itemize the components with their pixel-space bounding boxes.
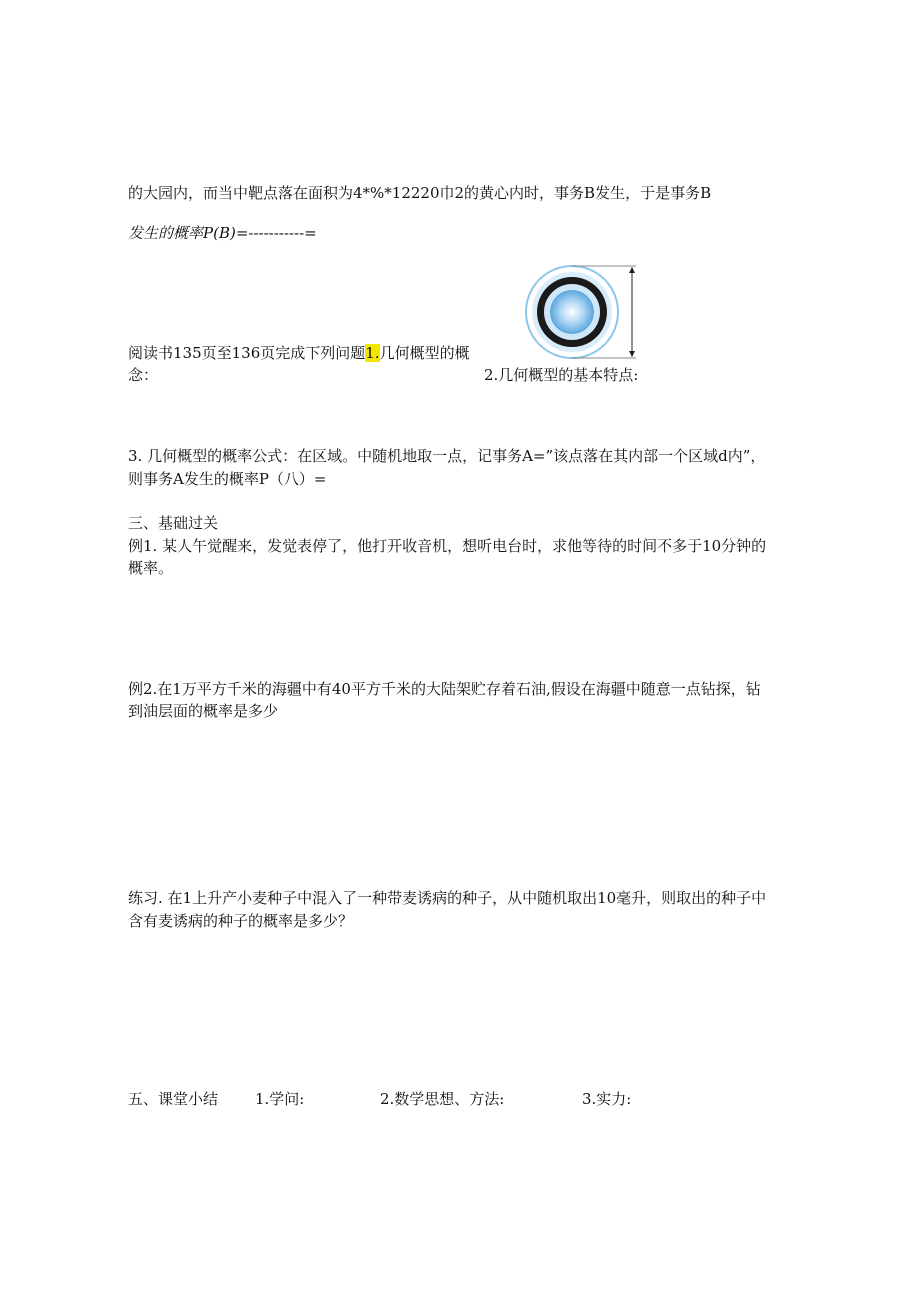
section-heading: 五、课堂小结: [128, 1090, 219, 1108]
text-line: 的大园内，而当中靶点落在面积为4*%*12220巾2的黄心内时，事务B发生，于是事务B: [128, 184, 712, 202]
text-line: 到油层面的概率是多少: [128, 702, 279, 720]
text-line: 1.学问:: [255, 1090, 305, 1108]
highlighted-number: 1.: [365, 344, 380, 362]
text-line: 念：: [128, 366, 159, 384]
text-line: 例1. 某人午觉醒来，发觉表停了，他打开收音机，想听电台时，求他等待的时间不多于10分钟的: [128, 537, 767, 555]
text-line: 发生的概率P(B)=-----------=: [128, 224, 317, 242]
dartboard-figure: [518, 262, 643, 362]
text-line: 例2.在1万平方千米的海疆中有40平方千米的大陆架贮存着石油,假设在海疆中随意一点钻探，钻: [128, 680, 761, 698]
reading-prefix: 阅读书135页至136页完成下列问题: [128, 344, 366, 362]
reading-suffix: 几何概型的概: [379, 344, 470, 362]
section-heading: 三、基础过关: [128, 514, 219, 532]
text-line: 2.数学思想、方法:: [380, 1090, 505, 1108]
text-line: 练习. 在1上升产小麦种子中混入了一种带麦诱病的种子，从中随机取出10毫升，则取出的种子中: [128, 889, 767, 907]
text-line: 概率。: [128, 559, 174, 577]
text-line: 2.几何概型的基本特点:: [484, 366, 639, 384]
reading-task: [128, 343, 470, 363]
text-line: 则事务A发生的概率P（八）=: [128, 470, 327, 488]
text-line: 含有麦诱病的种子的概率是多少？: [128, 912, 354, 930]
text-line: 3. 几何概型的概率公式：在区域。中随机地取一点，记事务A=”该点落在其内部一个区域d内”，: [128, 447, 766, 465]
text-line: 3.实力:: [582, 1090, 632, 1108]
